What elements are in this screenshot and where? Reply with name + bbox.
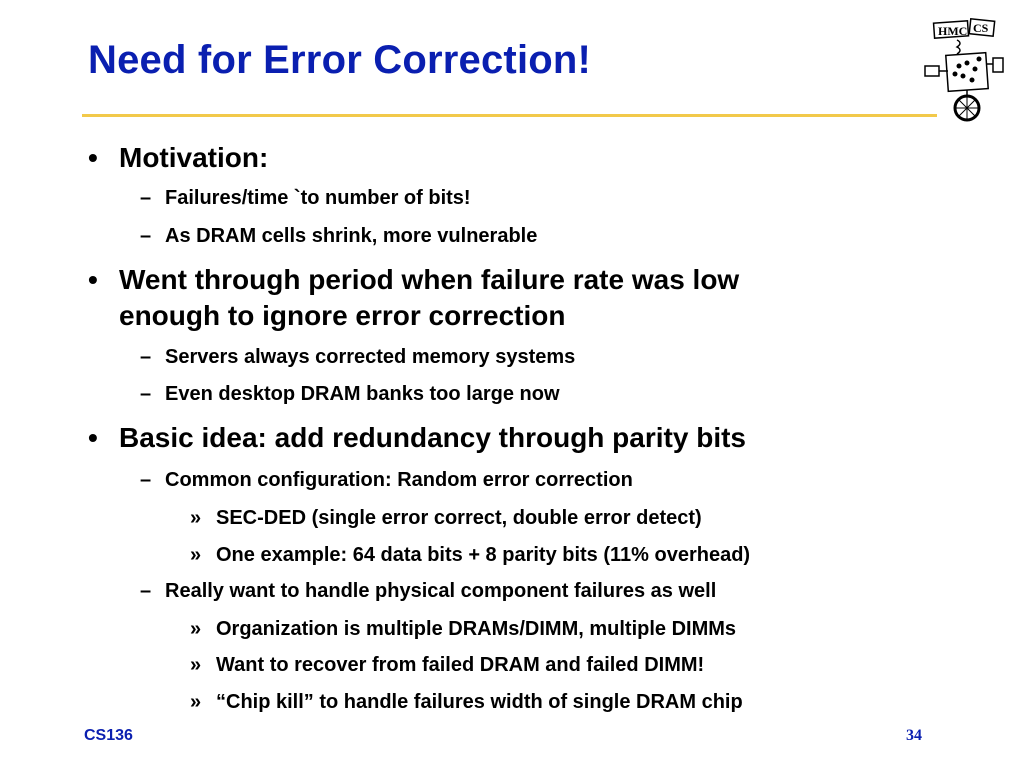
logo-text-hmc: HMC xyxy=(938,24,968,38)
chevron-marker: » xyxy=(190,654,202,676)
bullet-level1: Went through period when failure rate was low xyxy=(119,264,740,295)
bullet-level1: Motivation: xyxy=(119,142,269,173)
bullet-level3: SEC-DED (single error correct, double error detect) xyxy=(216,507,702,529)
chevron-marker: » xyxy=(190,691,202,713)
bullet-level1-continuation: enough to ignore error correction xyxy=(119,300,566,331)
bullet-marker: • xyxy=(88,422,98,453)
bullet-level2: Failures/time `to number of bits! xyxy=(165,187,471,209)
dash-marker: – xyxy=(140,187,152,209)
slide-title: Need for Error Correction! xyxy=(88,38,592,82)
bullet-level2: Even desktop DRAM banks too large now xyxy=(165,383,560,405)
bullet-level3: “Chip kill” to handle failures width of single DRAM chip xyxy=(216,691,743,713)
bullet-marker: • xyxy=(88,264,98,295)
page-number: 34 xyxy=(906,727,922,744)
bullet-marker: • xyxy=(88,142,98,173)
bullet-level2: Common configuration: Random error correction xyxy=(165,469,633,491)
bullet-level2: As DRAM cells shrink, more vulnerable xyxy=(165,225,538,247)
bullet-level2: Servers always corrected memory systems xyxy=(165,346,576,368)
bullet-level1: Basic idea: add redundancy through parity bits xyxy=(119,422,746,453)
chevron-marker: » xyxy=(190,544,202,566)
bullet-level2: Really want to handle physical component failures as well xyxy=(165,580,717,602)
chevron-marker: » xyxy=(190,618,202,640)
logo-text-cs: CS xyxy=(973,21,989,35)
dash-marker: – xyxy=(140,346,152,368)
footer-course: CS136 xyxy=(84,727,133,744)
dash-marker: – xyxy=(140,225,152,247)
dash-marker: – xyxy=(140,580,152,602)
bullet-level3: One example: 64 data bits + 8 parity bits (11% overhead) xyxy=(216,544,751,566)
dash-marker: – xyxy=(140,469,152,491)
dash-marker: – xyxy=(140,383,152,405)
bullet-level3: Organization is multiple DRAMs/DIMM, multiple DIMMs xyxy=(216,618,737,640)
chevron-marker: » xyxy=(190,507,202,529)
bullet-level3: Want to recover from failed DRAM and failed DIMM! xyxy=(216,654,705,676)
